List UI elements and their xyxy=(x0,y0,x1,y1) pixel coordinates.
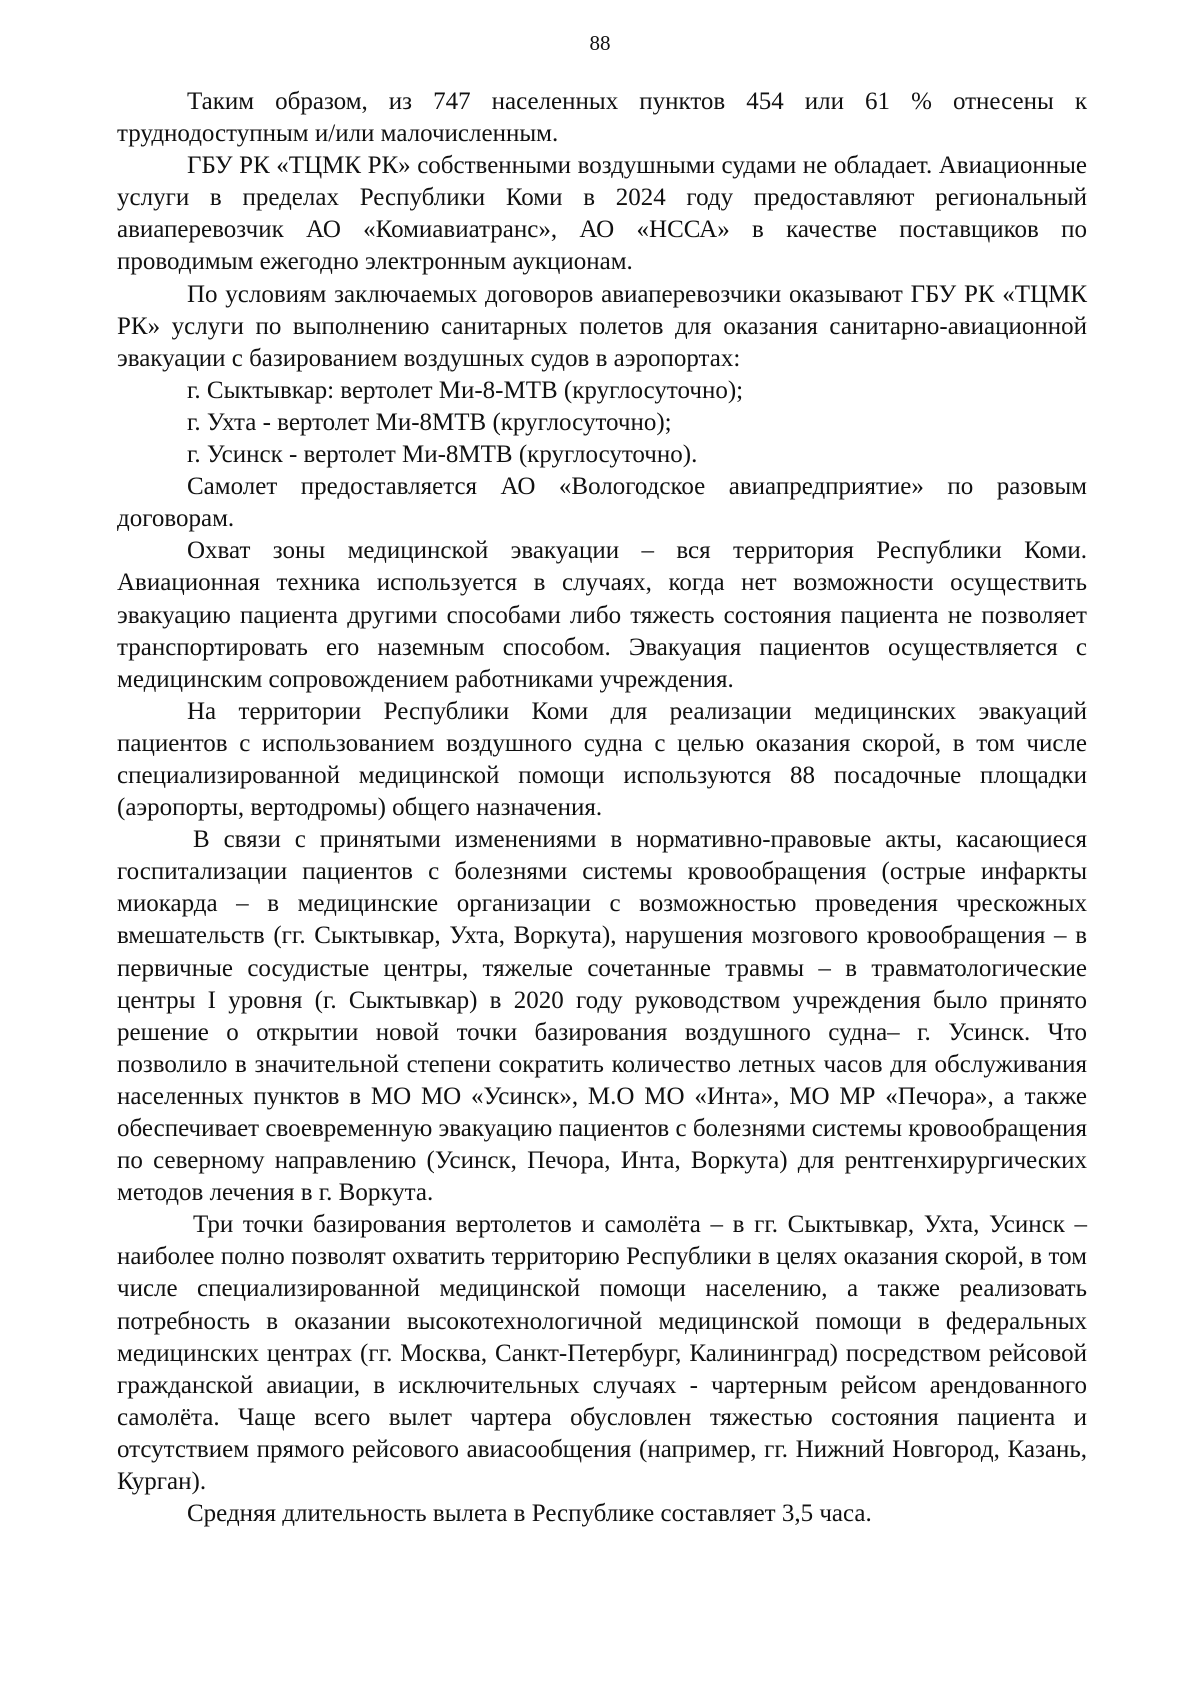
paragraph-regulatory-changes: В связи с принятыми изменениями в нормативно-правовые акты, касающиеся госпитализации пациентов с болезнями системы кровообращения (острые инфаркты миокарда – в медицинские организации с возможностью проведения чрескожных вмешательств (гг. Сыктывкар, Ухта, Воркута), нарушения мозгового кровообращения – в первичные сосудистые центры, тяжелые сочетанные травмы – в травматологические центры I уровня (г. Сыктывкар) в 2020 году руководством учреждения было принято решение о открытии новой точки базирования воздушного судна– г. Усинск. Что позволило в значительной степени сократить количество летных часов для обслуживания населенных пунктов в МО МО «Усинск», М.О МО «Инта», МО МР «Печора», а также обеспечивает своевременную эвакуацию пациентов с болезнями системы кровообращения по северному направлению (Усинск, Печора, Инта, Воркута) для рентгенхирургических методов лечения в г. Воркута. xyxy=(117,826,1087,1207)
list-item-usinsk: г. Усинск - вертолет Ми-8МТВ (круглосуточно). xyxy=(187,441,698,469)
paragraph-landing-sites: На территории Республики Коми для реализации медицинских эвакуаций пациентов с использованием воздушного судна с целью оказания скорой, в том числе специализированной медицинской помощи используются 88 посадочные площадки (аэропорты, вертодромы) общего назначения. xyxy=(117,697,1087,822)
paragraph-contract-conditions: По условиям заключаемых договоров авиаперевозчики оказывают ГБУ РК «ТЦМК РК» услуги по выполнению санитарных полетов для оказания санитарно-авиационной эвакуации с базированием воздушных судов в аэропортах: xyxy=(117,280,1087,372)
paragraph-evacuation-coverage: Охват зоны медицинской эвакуации – вся территория Республики Коми. Авиационная техника используется в случаях, когда нет возможности осуществить эвакуацию пациента другими способами либо тяжесть состояния пациента не позволяет транспортировать его наземным способом. Эвакуация пациентов осуществляется с медицинским сопровождением работниками учреждения. xyxy=(117,537,1087,693)
paragraph-aviation-services: ГБУ РК «ТЦМК РК» собственными воздушными судами не обладает. Авиационные услуги в пределах Республики Коми в 2024 году предоставляют региональный авиаперевозчик АО «Комиавиатранс», АО «НССА» в качестве поставщиков по проводимым ежегодно электронным аукционам. xyxy=(117,152,1087,276)
paragraph-base-points: Три точки базирования вертолетов и самолёта – в гг. Сыктывкар, Ухта, Усинск – наиболее полно позволят охватить территорию Республики в целях оказания скорой, в том числе специализированной медицинской помощи населению, а также реализовать потребность в оказании высокотехнологичной медицинской помощи в федеральных медицинских центрах (гг. Москва, Санкт-Петербург, Калининград) посредством рейсовой гражданской авиации, в исключительных случаях - чартерным рейсом арендованного самолёта. Чаще всего вылет чартера обусловлен тяжестью состояния пациента и отсутствием прямого рейсового авиасообщения (например, гг. Нижний Новгород, Казань, Курган). xyxy=(117,1211,1087,1496)
list-item-ukhta: г. Ухта - вертолет Ми-8МТВ (круглосуточно); xyxy=(187,408,672,436)
paragraph-airplane-provider: Самолет предоставляется АО «Вологодское авиапредприятие» по разовым договорам. xyxy=(117,473,1087,533)
page-number: 88 xyxy=(589,31,611,55)
document-body xyxy=(117,86,1087,1530)
list-item-syktyvkar: г. Сыктывкар: вертолет Ми-8-МТВ (круглосуточно); xyxy=(187,376,744,404)
paragraph-average-duration: Средняя длительность вылета в Республике составляет 3,5 часа. xyxy=(187,1500,872,1528)
paragraph-settlements-summary: Таким образом, из 747 населенных пунктов 454 или 61 % отнесены к труднодоступным и/или малочисленным. xyxy=(117,88,1087,148)
